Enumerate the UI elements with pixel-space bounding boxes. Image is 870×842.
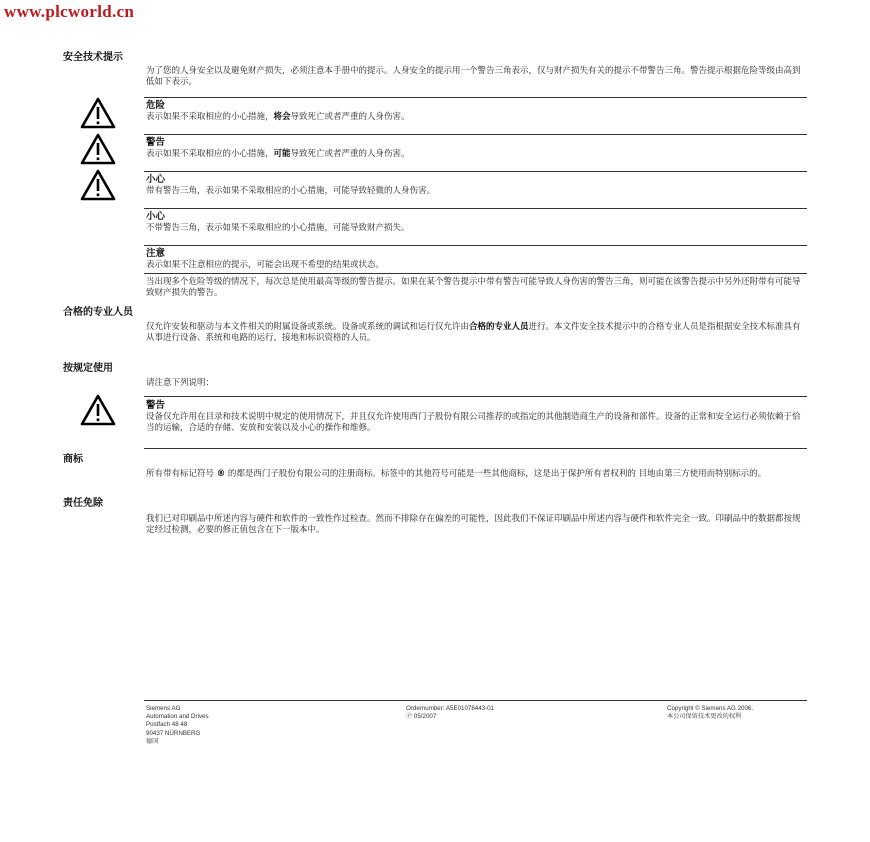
section-heading-qualified-personnel: 合格的专业人员 [63, 307, 133, 318]
section-heading-disclaimer: 责任免除 [63, 498, 103, 509]
divider [144, 396, 807, 397]
qualified-personnel-text: 仅允许安装和驱动与本文件相关的附属设备或系统。设备或系统的调试和运行仅允许由合格的专业人员进行。本文件安全技术提示中的合格专业人员是指根据安全技术标准具有从事进行设备、系统和电路的运行，接地和标识资格的人员。 [146, 322, 801, 343]
level-label-warning: 警告 [146, 137, 166, 148]
level-desc-danger: 表示如果不采取相应的小心措施，将会导致死亡或者严重的人身伤害。 [146, 112, 410, 122]
section-heading-trademarks: 商标 [63, 454, 83, 465]
warning-triangle-icon [80, 97, 116, 129]
footer-order-number: Ordernumber: A5E01078443-01 Ⓟ 05/2007 [406, 705, 495, 721]
divider [144, 97, 807, 98]
level-label-caution-property: 小心 [146, 211, 166, 222]
warning-triangle-icon [80, 169, 116, 201]
footer-address: Siemens AG Automation and Drives Postfach 48 48 90437 NÜRNBERG 德国 [146, 705, 209, 745]
level-desc-caution-property: 不带警告三角，表示如果不采取相应的小心措施，可能导致财产损失。 [146, 223, 410, 233]
intended-use-intro: 请注意下列说明： [146, 378, 215, 388]
divider [144, 273, 807, 274]
section-heading-safety: 安全技术提示 [63, 52, 123, 63]
warning-triangle-icon [80, 133, 116, 165]
watermark: www.plcworld.cn [4, 2, 135, 21]
footer-divider [144, 700, 807, 701]
level-label-danger: 危险 [146, 100, 166, 111]
footer-copyright: Copyright © Siemens AG 2006. 本公司保留技术更改的权利 [667, 705, 754, 721]
level-desc-notice: 表示如果不注意相应的提示，可能会出现不希望的结果或状态。 [146, 260, 385, 270]
divider [144, 171, 807, 172]
registered-mark: ® [216, 469, 226, 479]
warning-triangle-icon [80, 394, 116, 426]
level-desc-warning: 表示如果不采取相应的小心措施，可能导致死亡或者严重的人身伤害。 [146, 149, 410, 159]
safety-intro: 为了您的人身安全以及避免财产损失，必须注意本手册中的提示。人身安全的提示用一个警告三角表示，仅与财产损失有关的提示不带警告三角。警告提示根据危险等级由高到低如下表示。 [146, 66, 801, 87]
divider [144, 245, 807, 246]
divider [144, 134, 807, 135]
disclaimer-text: 我们已对印刷品中所述内容与硬件和软件的一致性作过检查。然而不排除存在偏差的可能性，因此我们不保证印刷品中所述内容与硬件和软件完全一致。印刷品中的数据都按规定经过检测，必要的修正值包含在下一版本中。 [146, 514, 801, 535]
intended-use-warning-label: 警告 [146, 400, 166, 411]
trademarks-text: 所有带有标记符号 ® 的都是西门子股份有限公司的注册商标。标签中的其他符号可能是一些其他商标，这是出于保护所有者权利的 目地由第三方使用而特别标示的。 [146, 469, 767, 479]
level-label-notice: 注意 [146, 248, 166, 259]
intended-use-warning-text: 设备仅允许用在目录和技术说明中规定的使用情况下，并且仅允许使用西门子股份有限公司推荐的或指定的其他制造商生产的设备和部件。设备的正常和安全运行必须依赖于恰当的运输，合适的存储、安放和安装以及小心的操作和维修。 [146, 412, 801, 433]
section-heading-intended-use: 按规定使用 [63, 363, 113, 374]
level-desc-caution: 带有警告三角，表示如果不采取相应的小心措施，可能导致轻微的人身伤害。 [146, 186, 436, 196]
divider [144, 448, 807, 449]
divider [144, 208, 807, 209]
safety-outro: 当出现多个危险等级的情况下，每次总是使用最高等级的警告提示。如果在某个警告提示中带有警告可能导致人身伤害的警告三角，则可能在该警告提示中另外还附带有可能导致财产损失的警告。 [146, 277, 801, 298]
level-label-caution: 小心 [146, 174, 166, 185]
